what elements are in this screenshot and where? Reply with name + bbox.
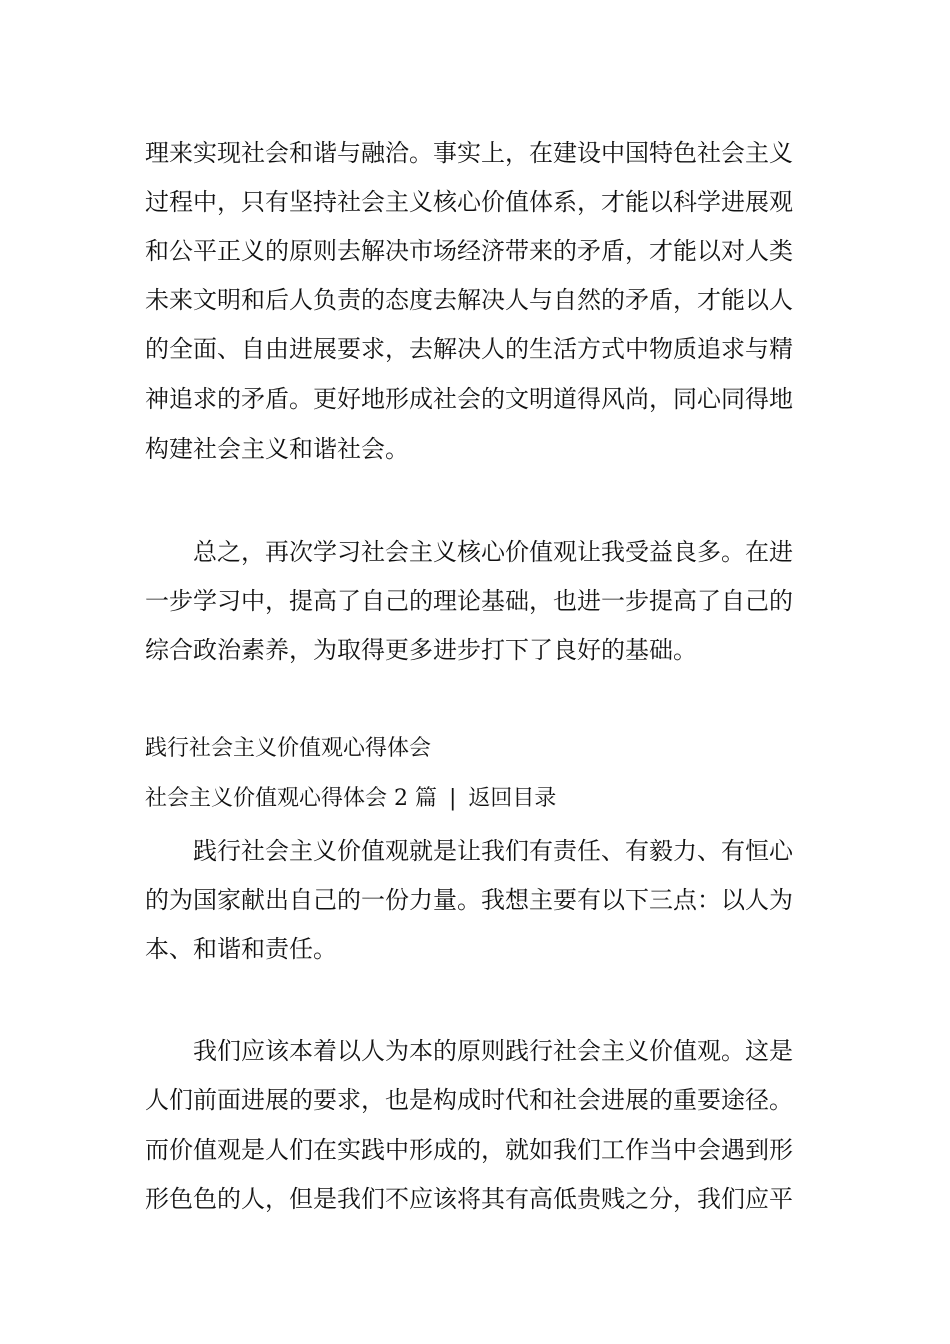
- text-line: 一步学习中，提高了自己的理论基础，也进一步提高了自己的: [145, 587, 793, 615]
- link-separator: |: [448, 786, 457, 811]
- toc-link-row: [145, 785, 556, 813]
- text-line: 理来实现社会和谐与融洽。事实上，在建设中国特色社会主义: [145, 139, 793, 167]
- text-line: 本、和谐和责任。: [145, 935, 337, 963]
- article-link[interactable]: 社会主义价值观心得体会 2 篇: [145, 786, 437, 811]
- text-line: 而价值观是人们在实践中形成的，就如我们工作当中会遇到形: [145, 1136, 793, 1164]
- text-line: 过程中，只有坚持社会主义核心价值体系，才能以科学进展观: [145, 188, 793, 216]
- text-line: 的全面、自由进展要求，去解决人的生活方式中物质追求与精: [145, 335, 793, 363]
- text-line: 我们应该本着以人为本的原则践行社会主义价值观。这是: [193, 1037, 793, 1065]
- text-line: 人们前面进展的要求，也是构成时代和社会进展的重要途径。: [145, 1086, 793, 1114]
- text-line: 总之，再次学习社会主义核心价值观让我受益良多。在进: [193, 538, 793, 566]
- section-title: 践行社会主义价值观心得体会: [145, 736, 432, 761]
- text-line: 构建社会主义和谐社会。: [145, 435, 409, 463]
- text-line: 综合政治素养，为取得更多进步打下了良好的基础。: [145, 636, 697, 664]
- text-line: 形色色的人，但是我们不应该将其有高低贵贱之分，我们应平: [145, 1185, 793, 1213]
- text-line: 神追求的矛盾。更好地形成社会的文明道得风尚，同心同得地: [145, 385, 793, 413]
- text-line: 和公平正义的原则去解决市场经济带来的矛盾，才能以对人类: [145, 237, 793, 265]
- text-line: 的为国家献出自己的一份力量。我想主要有以下三点：以人为: [145, 886, 793, 914]
- text-line: 践行社会主义价值观就是让我们有责任、有毅力、有恒心: [193, 837, 793, 865]
- back-to-toc-link[interactable]: 返回目录: [468, 786, 557, 811]
- text-line: 未来文明和后人负责的态度去解决人与自然的矛盾，才能以人: [145, 286, 793, 314]
